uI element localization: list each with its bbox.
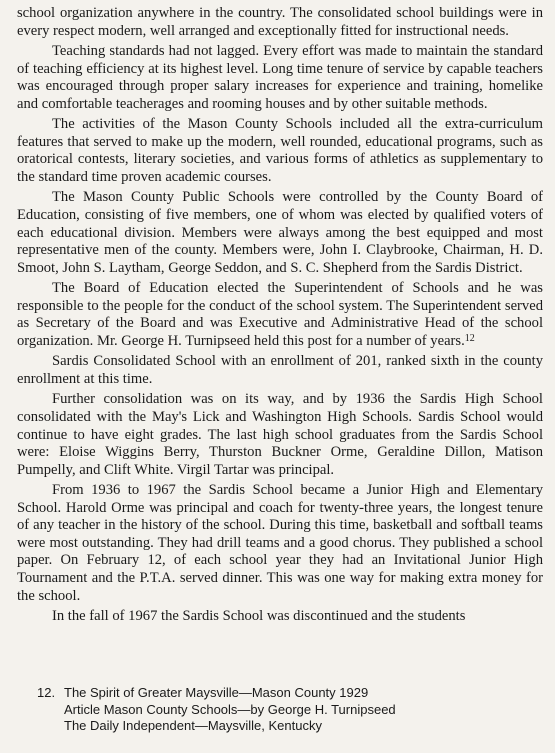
paragraph-2: Teaching standards had not lagged. Every effort was made to maintain the standard of teaching efficiency at its highest level. Long time tenure of service by capable teachers was encouraged through proper salary increases for experience and training, homelike and comfortable teacherages and rooming houses and by other suitable methods.: [17, 43, 543, 112]
paragraph-6: Sardis Consolidated School with an enrollment of 201, ranked sixth in the county enrollment at this time.: [17, 353, 543, 387]
footnote-line-3: The Daily Independent—Maysville, Kentucky: [64, 718, 322, 733]
footnote-reference: 12: [464, 332, 475, 344]
paragraph-3: The activities of the Mason County Schools included all the extra-curriculum features that served to make up the modern, well rounded, educational programs, such as oratorical contests, literary societies, and various forms of athletics as supplementary to the standard time proven academic courses.: [17, 116, 543, 185]
paragraph-8: From 1936 to 1967 the Sardis School became a Junior High and Elementary School. Harold Orme was principal and coach for twenty-three years, the longest tenure of any teacher in the history of the school. During this time, basketball and softball teams were most outstanding. They had drill teams and a good chorus. They published a school paper. On February 12, of each school year they had an Invitational Junior High Tournament and the P.T.A. served dinner. This was one way for making extra money for the school.: [17, 482, 543, 604]
footnote-line-1: The Spirit of Greater Maysville—Mason County 1929: [64, 685, 369, 700]
paragraph-5-text: The Board of Education elected the Superintendent of Schools and he was responsible to the people for the conduct of the school system. The Superintendent served as Secretary of the Board and was Executive and Administrative Head of the school organization. Mr. George H. Turnipseed held this post for a number of years.: [17, 280, 543, 349]
paragraph-7: Further consolidation was on its way, and by 1936 the Sardis High School consolidated with the May's Lick and Washington High Schools. Sardis School would continue to have eight grades. The last high school graduates from the Sardis School were: Eloise Wiggins Berry, Thurston Buckner Orme, Geraldine Dillon, Matison Pumpelly, and Clift White. Virgil Tartar was principal.: [17, 391, 543, 478]
paragraph-5: [17, 280, 543, 350]
footnote: [37, 685, 396, 735]
body-text: [17, 5, 543, 629]
paragraph-1: school organization anywhere in the country. The consolidated school buildings were in every respect modern, well arranged and exceptionally fitted for instructional needs.: [17, 5, 543, 39]
footnote-line-2: Article Mason County Schools—by George H. Turnipseed: [64, 701, 396, 717]
paragraph-9: In the fall of 1967 the Sardis School was discontinued and the students: [52, 608, 466, 625]
paragraph-4: The Mason County Public Schools were controlled by the County Board of Education, consisting of five members, one of whom was elected by qualified voters of each educational division. Members were always among the best equipped and most representative men of the county. Members were, John I. Claybrooke, Chairman, H. D. Smoot, John S. Laytham, George Seddon, and S. C. Shepherd from the Sardis District.: [17, 189, 543, 276]
footnote-number: 12.: [37, 685, 56, 700]
footnote-lines: [64, 685, 396, 735]
